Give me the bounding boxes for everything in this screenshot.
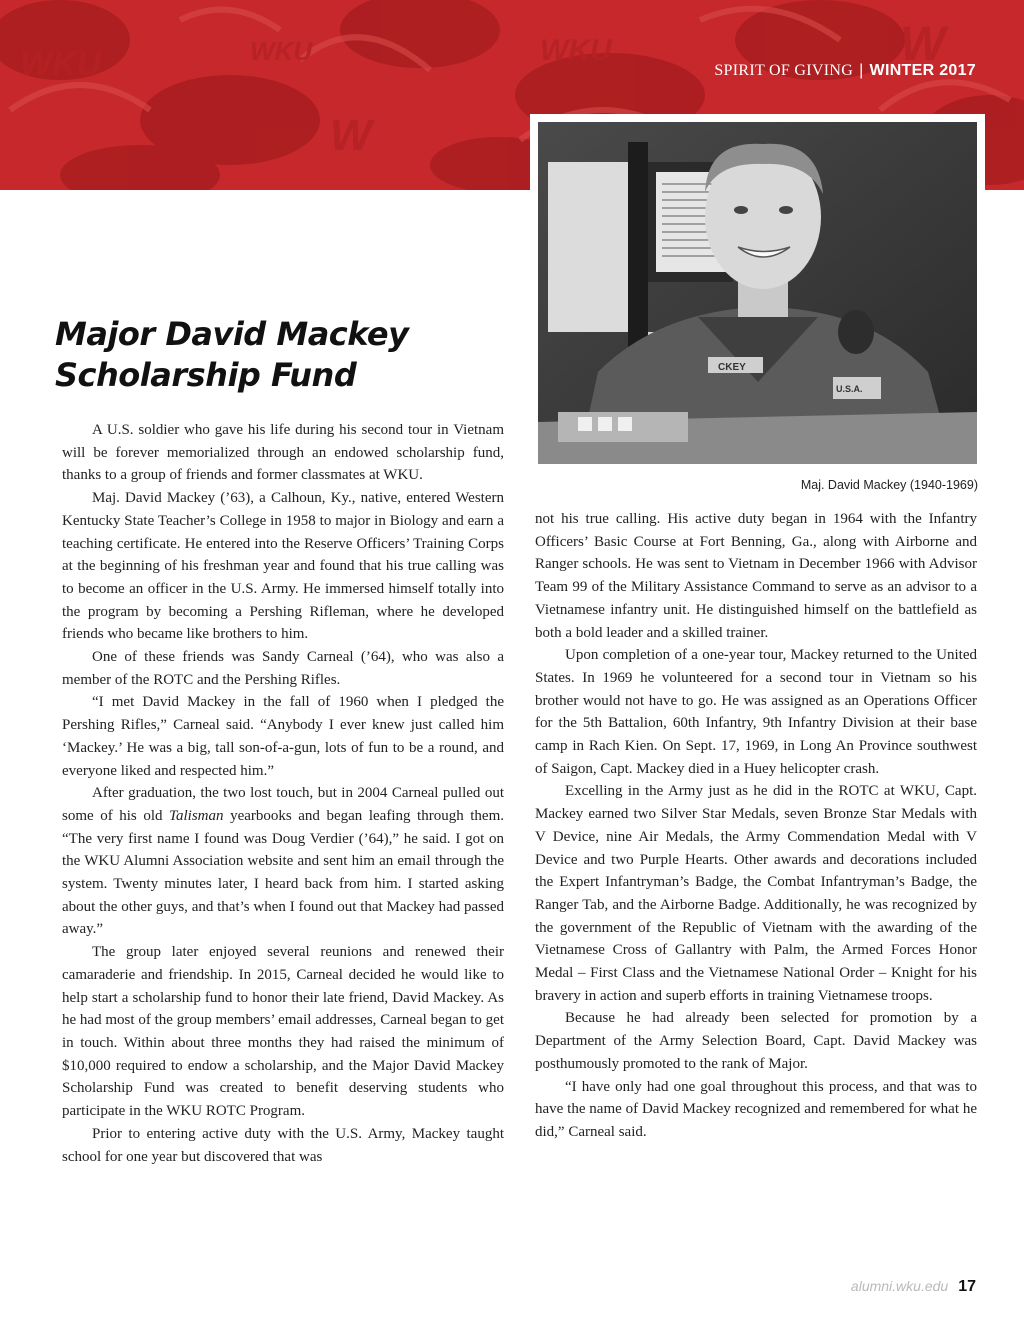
banner-mark: WKU (20, 45, 102, 83)
paragraph: “I have only had one goal throughout this process, and that was to have the name of David Mackey recognized and remembered for what he did,” Carneal said. (535, 1078, 977, 1140)
page-footer (851, 1278, 976, 1296)
page-number: 17 (958, 1278, 976, 1295)
banner-mark: WKU (540, 34, 612, 67)
footer-site: alumni.wku.edu (850, 1278, 949, 1294)
banner-mark: W (330, 111, 372, 160)
article-column-left (62, 419, 504, 1168)
title-line-1: Major David Mackey (55, 315, 409, 353)
publication-header (714, 62, 976, 80)
header-separator: | (859, 62, 864, 79)
banner-mark: W (900, 18, 946, 71)
paragraph: Excelling in the Army just as he did in the ROTC at WKU, Capt. Mackey earned two Silver Star Medals, seven Bronze Star Medals with V Device, nine Air Medals, the Army Commendation Medal with V Device and two Purple Hearts. Other awards and decorations included the Expert Infantryman’s Badge, the Combat Infantryman’s Badge, the Ranger Tab, and the Airborne Badge. Additionally, he was recognized by the government of the Republic of Vietnam with the awarding of the Vietnamese Cross of Gallantry with Palm, the Armed Forces Honor Medal – First Class and the Vietnamese National Order – Knight for his bravery in action and superb efforts in training Vietnamese troops. (535, 783, 977, 1004)
paragraph: Upon completion of a one-year tour, Mackey returned to the United States. In 1969 he volunteered for a second tour in Vietnam so his brother would not have to go. He was assigned as an Operations Officer for the 5th Battalion, 60th Infantry, 9th Infantry Division at their base camp in Rach Kien. On Sept. 17, 1969, in Long An Province southwest of Saigon, Capt. Mackey died in a Huey helicopter crash. (535, 647, 977, 777)
paragraph: Maj. David Mackey (’63), a Calhoun, Ky., native, entered Western Kentucky State Teacher’s College in 1958 to major in Biology and earn a teaching certificate. He entered into the Reserve Officers’ Training Corps at the beginning of his freshman year and found that his true calling was to become an officer in the U.S. Army. He immersed himself totally into the program by becoming a Pershing Rifleman, where he developed friends who became like brothers to him. (62, 490, 504, 643)
issue-label: WINTER 2017 (869, 62, 976, 79)
yearbook-title: Talisman (169, 807, 224, 824)
photo-caption: Maj. David Mackey (1940-1969) (800, 478, 978, 492)
photo-frame (530, 114, 985, 472)
name-tape: CKEY (718, 362, 746, 373)
paragraph: Because he had already been selected for promotion by a Department of the Army Selection Board, Capt. David Mackey was posthumously promoted to the rank of Major. (535, 1010, 977, 1072)
article-column-right (535, 508, 977, 1144)
article-title (55, 314, 495, 396)
publication-name: SPIRIT OF GIVING (714, 62, 854, 79)
paragraph: The group later enjoyed several reunions and renewed their camaraderie and friendship. In 2015, Carneal decided he would like to help start a scholarship fund to honor their late friend, David Mackey. As he had most of the group members’ email addresses, Carneal began to get in touch. Within about three months they had raised the minimum of $10,000 required to endow a scholarship, and the Major David Mackey Scholarship Fund was created to benefit deserving students who participate in the WKU ROTC Program. (62, 944, 504, 1120)
paragraph: Prior to entering active duty with the U.S. Army, Mackey taught school for one year but discovered that was (62, 1125, 504, 1165)
banner-mark: WKU (250, 36, 313, 66)
uniform-patch: U.S.A. (836, 384, 863, 394)
paragraph-text: yearbooks and began leafing through them. “The very first name I found was Doug Verdier (’64),” he said. I got on the WKU Alumni Association website and sent him an email through the system. Twenty minutes later, I heard back from him. I started asking about the other guys, and that’s when I found out that Mackey had passed away.” (62, 807, 504, 938)
paragraph-text: After graduation, the two lost touch, but in 2004 Carneal pulled out some of his old (62, 785, 504, 824)
paragraph: A U.S. soldier who gave his life during his second tour in Vietnam will be forever memorialized through an endowed scholarship fund, thanks to a group of friends and former classmates at WKU. (62, 422, 504, 484)
paragraph: “I met David Mackey in the fall of 1960 when I pledged the Pershing Rifles,” Carneal said. “Anybody I ever knew just called him ‘Mackey.’ He was a big, tall son-of-a-gun, lots of fun to be a round, and everyone liked and respected him.” (62, 694, 504, 779)
paragraph (62, 782, 504, 941)
portrait-photo (538, 122, 977, 464)
title-line-2: Scholarship Fund (55, 356, 357, 394)
portrait-illustration (538, 122, 977, 464)
paragraph: One of these friends was Sandy Carneal (’64), who was also a member of the ROTC and the Pershing Rifles. (62, 649, 504, 688)
paragraph: not his true calling. His active duty began in 1964 with the Infantry Officers’ Basic Course at Fort Benning, Ga., along with Airborne and Ranger schools. He was sent to Vietnam in December 1966 with Advisor Team 99 of the Military Assistance Command to serve as an advisor to a Vietnamese infantry unit. He distinguished himself on the battlefield as both a bold leader and a skilled trainer. (535, 511, 977, 641)
